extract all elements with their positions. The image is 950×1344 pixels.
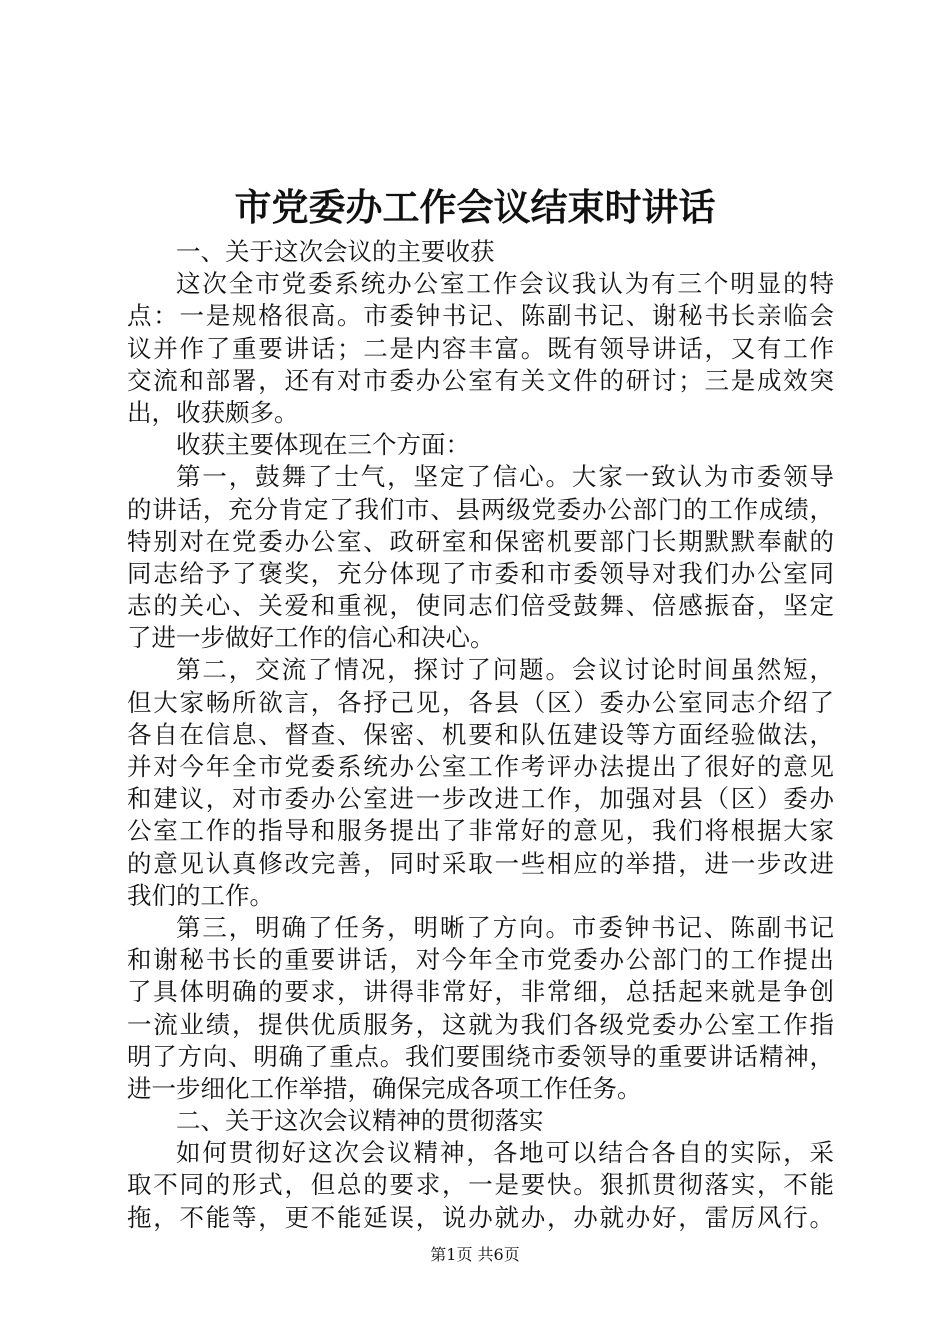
body-line: 拖，不能等，更不能延误，说办就办，办就办好，雷厉风行。 xyxy=(127,1202,834,1232)
body-line: 交流和部署，还有对市委办公室有关文件的研讨；三是成效突 xyxy=(127,365,834,395)
body-line: 了具体明确的要求，讲得非常好，非常细，总括起来就是争创 xyxy=(127,977,834,1007)
body-line: 如何贯彻好这次会议精神，各地可以结合各自的实际，采 xyxy=(176,1138,834,1168)
body-line: 和谢秘书长的重要讲话，对今年全市党委办公部门的工作提出 xyxy=(127,945,834,975)
body-line: 二、关于这次会议精神的贯彻落实 xyxy=(176,1106,544,1136)
body-line: 一流业绩，提供优质服务，这就为我们各级党委办公室工作指 xyxy=(127,1009,834,1039)
body-line: 志的关心、关爱和重视，使同志们倍受鼓舞、倍感振奋，坚定 xyxy=(127,591,834,621)
body-line: 明了方向、明确了重点。我们要围绕市委领导的重要讲话精神， xyxy=(127,1041,834,1071)
body-line: 同志给予了褒奖，充分体现了市委和市委领导对我们办公室同 xyxy=(127,558,834,588)
body-line: 和建议，对市委办公室进一步改进工作，加强对县（区）委办 xyxy=(127,784,834,814)
body-line: 公室工作的指导和服务提出了非常好的意见，我们将根据大家 xyxy=(127,816,834,846)
body-line: 议并作了重要讲话；二是内容丰富。既有领导讲话，又有工作 xyxy=(127,333,834,363)
body-line: 取不同的形式，但总的要求，一是要快。狠抓贯彻落实，不能 xyxy=(127,1170,834,1200)
body-line: 收获主要体现在三个方面： xyxy=(176,430,470,460)
body-line: 我们的工作。 xyxy=(127,880,274,910)
document-body xyxy=(127,236,834,1234)
body-line: 点：一是规格很高。市委钟书记、陈副书记、谢秘书长亲临会 xyxy=(127,301,834,331)
body-line: 进一步细化工作举措，确保完成各项工作任务。 xyxy=(127,1073,642,1103)
body-line: 并对今年全市党委系统办公室工作考评办法提出了很好的意见 xyxy=(127,752,834,781)
body-line: 的意见认真修改完善，同时采取一些相应的举措，进一步改进 xyxy=(127,848,834,878)
body-line: 这次全市党委系统办公室工作会议我认为有三个明显的特 xyxy=(176,269,834,299)
body-line: 第二，交流了情况，探讨了问题。会议讨论时间虽然短， xyxy=(176,655,834,685)
body-line: 第一，鼓舞了士气，坚定了信心。大家一致认为市委领导 xyxy=(176,462,834,492)
body-line: 一、关于这次会议的主要收获 xyxy=(176,237,495,266)
page-footer: 第1页 共6页 xyxy=(430,1245,520,1264)
body-line: 的讲话，充分肯定了我们市、县两级党委办公部门的工作成绩， xyxy=(127,494,834,524)
body-line: 特别对在党委办公室、政研室和保密机要部门长期默默奉献的 xyxy=(127,526,834,556)
document-title: 市党委办工作会议结束时讲话 xyxy=(234,185,716,229)
body-line: 第三，明确了任务，明晰了方向。市委钟书记、陈副书记 xyxy=(176,912,834,942)
body-line: 但大家畅所欲言，各抒己见，各县（区）委办公室同志介绍了 xyxy=(127,687,834,717)
body-line: 了进一步做好工作的信心和决心。 xyxy=(127,623,495,653)
body-line: 各自在信息、督查、保密、机要和队伍建设等方面经验做法， xyxy=(127,719,834,749)
body-line: 出，收获颇多。 xyxy=(127,397,299,427)
